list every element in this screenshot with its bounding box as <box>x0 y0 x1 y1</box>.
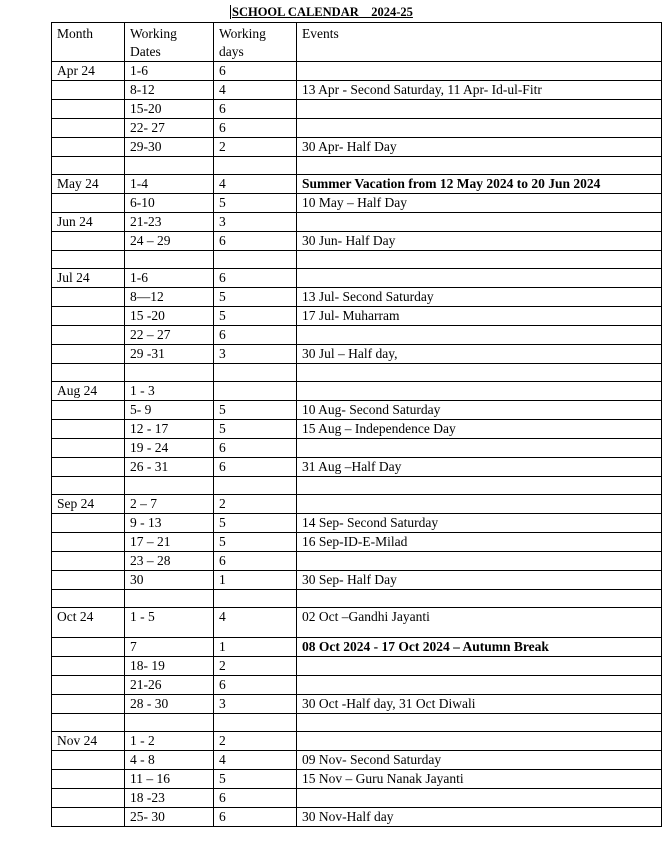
month-cell: Nov 24 <box>52 732 125 751</box>
working-days-cell: 3 <box>214 213 297 232</box>
working-dates-cell: 6-10 <box>125 194 214 213</box>
event-cell <box>297 714 662 732</box>
working-dates-cell: 30 <box>125 571 214 590</box>
month-cell <box>52 307 125 326</box>
month-cell <box>52 119 125 138</box>
month-cell <box>52 657 125 676</box>
event-cell: 10 May – Half Day <box>297 194 662 213</box>
month-cell <box>52 364 125 382</box>
working-days-cell: 2 <box>214 657 297 676</box>
month-cell <box>52 808 125 827</box>
month-cell <box>52 251 125 269</box>
month-cell: Apr 24 <box>52 62 125 81</box>
event-cell: 30 Jun- Half Day <box>297 232 662 251</box>
working-dates-cell: 22 – 27 <box>125 326 214 345</box>
working-dates-cell: 4 - 8 <box>125 751 214 770</box>
working-days-cell: 4 <box>214 81 297 100</box>
header-working-days: Working days <box>214 23 297 62</box>
month-cell <box>52 157 125 175</box>
month-cell <box>52 345 125 364</box>
month-cell: Jul 24 <box>52 269 125 288</box>
month-cell <box>52 194 125 213</box>
event-cell: Summer Vacation from 12 May 2024 to 20 Jun 2024 <box>297 175 662 194</box>
event-cell: 15 Aug – Independence Day <box>297 420 662 439</box>
working-days-cell: 4 <box>214 751 297 770</box>
event-cell <box>297 732 662 751</box>
table-row <box>52 676 662 695</box>
table-row <box>52 345 662 364</box>
working-days-cell: 3 <box>214 695 297 714</box>
working-days-cell: 6 <box>214 789 297 808</box>
event-cell: 10 Aug- Second Saturday <box>297 401 662 420</box>
table-row <box>52 495 662 514</box>
event-cell: 16 Sep-ID-E-Milad <box>297 533 662 552</box>
event-cell: 30 Nov-Half day <box>297 808 662 827</box>
month-cell <box>52 458 125 477</box>
table-row <box>52 81 662 100</box>
table-row <box>52 307 662 326</box>
event-cell: 30 Sep- Half Day <box>297 571 662 590</box>
month-cell: Jun 24 <box>52 213 125 232</box>
working-dates-cell: 11 – 16 <box>125 770 214 789</box>
working-days-cell <box>214 364 297 382</box>
month-cell <box>52 401 125 420</box>
table-row <box>52 119 662 138</box>
table-row <box>52 477 662 495</box>
working-dates-cell: 2 – 7 <box>125 495 214 514</box>
table-row <box>52 382 662 401</box>
working-dates-cell: 21-23 <box>125 213 214 232</box>
event-cell: 17 Jul- Muharram <box>297 307 662 326</box>
working-dates-cell: 29 -31 <box>125 345 214 364</box>
working-dates-cell: 24 – 29 <box>125 232 214 251</box>
calendar-table <box>51 22 662 827</box>
table-row <box>52 439 662 458</box>
event-cell: 09 Nov- Second Saturday <box>297 751 662 770</box>
table-row <box>52 364 662 382</box>
month-cell: May 24 <box>52 175 125 194</box>
working-days-cell: 2 <box>214 138 297 157</box>
working-dates-cell: 7 <box>125 638 214 657</box>
working-dates-cell: 19 - 24 <box>125 439 214 458</box>
working-dates-cell: 8-12 <box>125 81 214 100</box>
event-cell <box>297 100 662 119</box>
working-days-cell: 6 <box>214 100 297 119</box>
month-cell <box>52 552 125 571</box>
event-cell <box>297 590 662 608</box>
table-row <box>52 269 662 288</box>
working-dates-cell: 22- 27 <box>125 119 214 138</box>
working-days-cell: 6 <box>214 119 297 138</box>
month-cell <box>52 770 125 789</box>
working-days-cell <box>214 382 297 401</box>
working-dates-cell: 8—12 <box>125 288 214 307</box>
working-days-cell: 5 <box>214 288 297 307</box>
working-dates-cell: 23 – 28 <box>125 552 214 571</box>
month-cell <box>52 477 125 495</box>
table-row <box>52 175 662 194</box>
table-row <box>52 194 662 213</box>
working-dates-cell <box>125 157 214 175</box>
table-row <box>52 458 662 477</box>
event-cell <box>297 477 662 495</box>
working-days-cell: 5 <box>214 307 297 326</box>
month-cell <box>52 533 125 552</box>
working-dates-cell: 12 - 17 <box>125 420 214 439</box>
table-row <box>52 789 662 808</box>
working-dates-cell: 1-4 <box>125 175 214 194</box>
month-cell <box>52 81 125 100</box>
table-row <box>52 213 662 232</box>
event-cell <box>297 157 662 175</box>
month-cell <box>52 326 125 345</box>
event-cell <box>297 382 662 401</box>
event-cell: 15 Nov – Guru Nanak Jayanti <box>297 770 662 789</box>
working-days-cell: 6 <box>214 458 297 477</box>
table-row <box>52 232 662 251</box>
working-days-cell: 6 <box>214 269 297 288</box>
working-dates-cell <box>125 477 214 495</box>
month-cell: Oct 24 <box>52 608 125 638</box>
working-dates-cell <box>125 364 214 382</box>
event-cell: 13 Jul- Second Saturday <box>297 288 662 307</box>
table-row <box>52 751 662 770</box>
month-cell <box>52 288 125 307</box>
working-days-cell: 6 <box>214 62 297 81</box>
header-month: Month <box>52 23 125 62</box>
table-row <box>52 251 662 269</box>
table-row <box>52 533 662 552</box>
table-row <box>52 657 662 676</box>
working-dates-cell: 9 - 13 <box>125 514 214 533</box>
header-row <box>52 23 662 62</box>
header-working-dates: Working Dates <box>125 23 214 62</box>
working-days-cell <box>214 714 297 732</box>
working-dates-cell: 18- 19 <box>125 657 214 676</box>
working-days-cell: 4 <box>214 175 297 194</box>
month-cell <box>52 695 125 714</box>
event-cell <box>297 119 662 138</box>
table-row <box>52 401 662 420</box>
table-row <box>52 571 662 590</box>
event-cell: 30 Apr- Half Day <box>297 138 662 157</box>
event-cell <box>297 269 662 288</box>
event-cell: 13 Apr - Second Saturday, 11 Apr- Id-ul-Fitr <box>297 81 662 100</box>
header-events: Events <box>297 23 662 62</box>
table-row <box>52 695 662 714</box>
event-cell <box>297 213 662 232</box>
table-row <box>52 590 662 608</box>
table-row <box>52 552 662 571</box>
event-cell: 02 Oct –Gandhi Jayanti <box>297 608 662 638</box>
month-cell <box>52 714 125 732</box>
working-days-cell: 6 <box>214 676 297 695</box>
working-dates-cell: 1-6 <box>125 269 214 288</box>
working-dates-cell: 1 - 2 <box>125 732 214 751</box>
table-row <box>52 420 662 439</box>
event-cell <box>297 364 662 382</box>
table-row <box>52 100 662 119</box>
working-days-cell: 6 <box>214 552 297 571</box>
event-cell <box>297 789 662 808</box>
working-dates-cell: 5- 9 <box>125 401 214 420</box>
working-days-cell <box>214 157 297 175</box>
event-cell: 30 Jul – Half day, <box>297 345 662 364</box>
working-days-cell: 5 <box>214 194 297 213</box>
working-dates-cell: 29-30 <box>125 138 214 157</box>
event-cell: 31 Aug –Half Day <box>297 458 662 477</box>
month-cell <box>52 100 125 119</box>
working-dates-cell: 28 - 30 <box>125 695 214 714</box>
working-days-cell: 2 <box>214 495 297 514</box>
month-cell: Aug 24 <box>52 382 125 401</box>
working-days-cell: 5 <box>214 533 297 552</box>
working-days-cell: 6 <box>214 232 297 251</box>
table-row <box>52 288 662 307</box>
month-cell <box>52 751 125 770</box>
event-cell <box>297 439 662 458</box>
month-cell <box>52 789 125 808</box>
working-dates-cell: 1-6 <box>125 62 214 81</box>
table-row <box>52 732 662 751</box>
working-days-cell: 2 <box>214 732 297 751</box>
working-days-cell: 5 <box>214 514 297 533</box>
working-dates-cell: 1 - 5 <box>125 608 214 638</box>
working-days-cell: 6 <box>214 439 297 458</box>
working-days-cell <box>214 477 297 495</box>
working-dates-cell: 21-26 <box>125 676 214 695</box>
working-days-cell: 6 <box>214 326 297 345</box>
table-row <box>52 62 662 81</box>
table-row <box>52 608 662 638</box>
event-cell <box>297 326 662 345</box>
working-days-cell: 5 <box>214 420 297 439</box>
working-dates-cell: 15-20 <box>125 100 214 119</box>
working-dates-cell: 17 – 21 <box>125 533 214 552</box>
working-days-cell: 1 <box>214 571 297 590</box>
event-cell: 30 Oct -Half day, 31 Oct Diwali <box>297 695 662 714</box>
month-cell <box>52 571 125 590</box>
event-cell <box>297 657 662 676</box>
month-cell <box>52 138 125 157</box>
working-dates-cell: 18 -23 <box>125 789 214 808</box>
event-cell: 08 Oct 2024 - 17 Oct 2024 – Autumn Break <box>297 638 662 657</box>
working-days-cell <box>214 251 297 269</box>
working-days-cell: 1 <box>214 638 297 657</box>
working-dates-cell: 26 - 31 <box>125 458 214 477</box>
table-row <box>52 808 662 827</box>
working-days-cell: 3 <box>214 345 297 364</box>
month-cell <box>52 420 125 439</box>
month-cell <box>52 439 125 458</box>
month-cell <box>52 676 125 695</box>
working-days-cell: 5 <box>214 770 297 789</box>
working-dates-cell <box>125 590 214 608</box>
month-cell <box>52 514 125 533</box>
event-cell <box>297 62 662 81</box>
event-cell <box>297 676 662 695</box>
month-cell <box>52 638 125 657</box>
month-cell <box>52 590 125 608</box>
working-dates-cell: 15 -20 <box>125 307 214 326</box>
working-days-cell: 5 <box>214 401 297 420</box>
calendar-body <box>52 62 662 827</box>
event-cell <box>297 495 662 514</box>
month-cell: Sep 24 <box>52 495 125 514</box>
table-row <box>52 638 662 657</box>
table-row <box>52 138 662 157</box>
working-days-cell: 6 <box>214 808 297 827</box>
table-row <box>52 157 662 175</box>
working-dates-cell: 1 - 3 <box>125 382 214 401</box>
working-days-cell: 4 <box>214 608 297 638</box>
calendar-title: SCHOOL CALENDAR 2024-25 <box>232 5 413 19</box>
working-dates-cell <box>125 251 214 269</box>
event-cell <box>297 552 662 571</box>
table-row <box>52 714 662 732</box>
working-dates-cell: 25- 30 <box>125 808 214 827</box>
month-cell <box>52 232 125 251</box>
working-days-cell <box>214 590 297 608</box>
event-cell <box>297 251 662 269</box>
table-row <box>52 326 662 345</box>
table-row <box>52 514 662 533</box>
event-cell: 14 Sep- Second Saturday <box>297 514 662 533</box>
working-dates-cell <box>125 714 214 732</box>
table-row <box>52 770 662 789</box>
